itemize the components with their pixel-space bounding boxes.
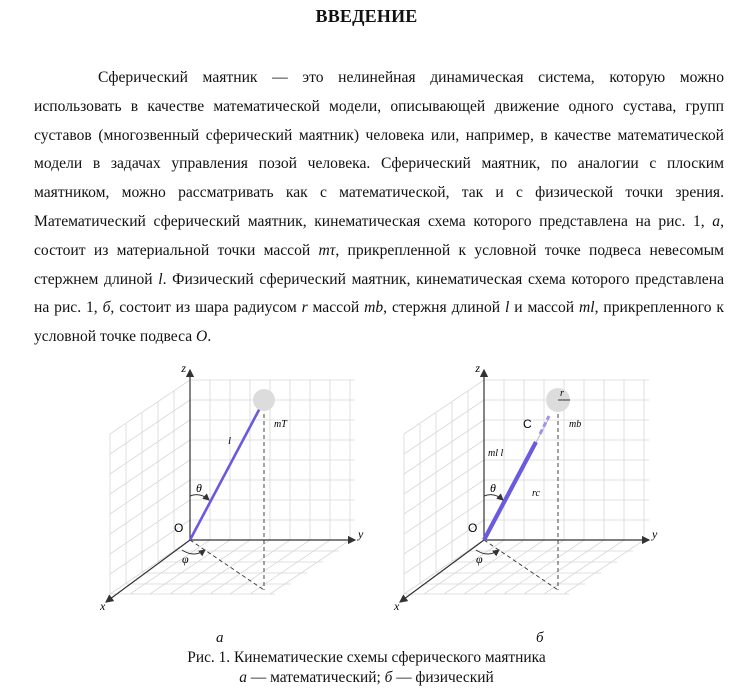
rod-tip-right: [540, 416, 549, 434]
axes-right: [400, 370, 649, 602]
point-mass-left: [253, 389, 275, 411]
grid-left: [110, 380, 355, 594]
figure-caption: [0, 648, 733, 688]
theta-label-left: θ: [196, 481, 202, 495]
mass-label-left: mT: [274, 419, 287, 430]
theta-arc-right: [484, 495, 503, 500]
mass-label-right: mb: [569, 419, 582, 430]
axis-z-label-right: z: [475, 362, 480, 375]
axis-y-label-right: y: [652, 527, 658, 541]
axis-x-label-left: x: [100, 599, 106, 613]
center-label-right: C: [523, 417, 532, 431]
radius-label-right: r: [560, 388, 564, 399]
subfigure-label-a: а: [216, 630, 224, 646]
intro-paragraph: Сферический маятник — это нелинейная динамическая система, которую можно использовать в качестве математической модели, описывающей движение одного сустава, групп суставов (многозвенный сферический маятник) человека или, например, в качестве математической модели в задачах управления позой человека. Сферический маятник, по аналогии с плоским маятником, можно рассматривать как с математической, так и с физической точки зрения. Математический сферический маятник, кинематическая схема которого представлена на рис. 1, а, состоит из материальной точки массой mτ, прикрепленной к условной точке подвеса невесомым стержнем длиной l. Физический сферический маятник, кинематическая схема которого представлена на рис. 1, б, состоит из шара радиусом r массой mb, стержня длиной l и массой ml, прикрепленного к условной точке подвеса O.: [34, 69, 724, 346]
axes-left: [106, 370, 355, 602]
page-title: ВВЕДЕНИЕ: [315, 6, 418, 26]
diagram-physical: [393, 362, 658, 613]
origin-label-right: O: [468, 521, 478, 535]
pendulum-diagrams: [90, 362, 670, 634]
axis-x-label-right: x: [394, 599, 400, 613]
diagram-mathematical: [99, 362, 364, 613]
phi-label-left: φ: [182, 552, 189, 566]
grid-right: [404, 380, 649, 594]
origin-label-left: O: [174, 521, 184, 535]
axis-z-label-left: z: [181, 362, 186, 375]
axis-y-label-left: y: [358, 527, 364, 541]
phi-label-right: φ: [476, 552, 483, 566]
subfigure-label-b: б: [536, 630, 544, 646]
rod-label-left: l: [228, 435, 232, 447]
caption-line-1: Рис. 1. Кинематические схемы сферического маятника: [187, 649, 546, 666]
theta-label-right: θ: [490, 481, 496, 495]
theta-arc-left: [190, 495, 209, 500]
caption-line-2: а — математический; б — физический: [239, 669, 494, 686]
rc-label-right: rc: [532, 488, 540, 499]
pendulum-figure: [90, 362, 670, 634]
rod-label-right: ml l: [488, 448, 504, 459]
